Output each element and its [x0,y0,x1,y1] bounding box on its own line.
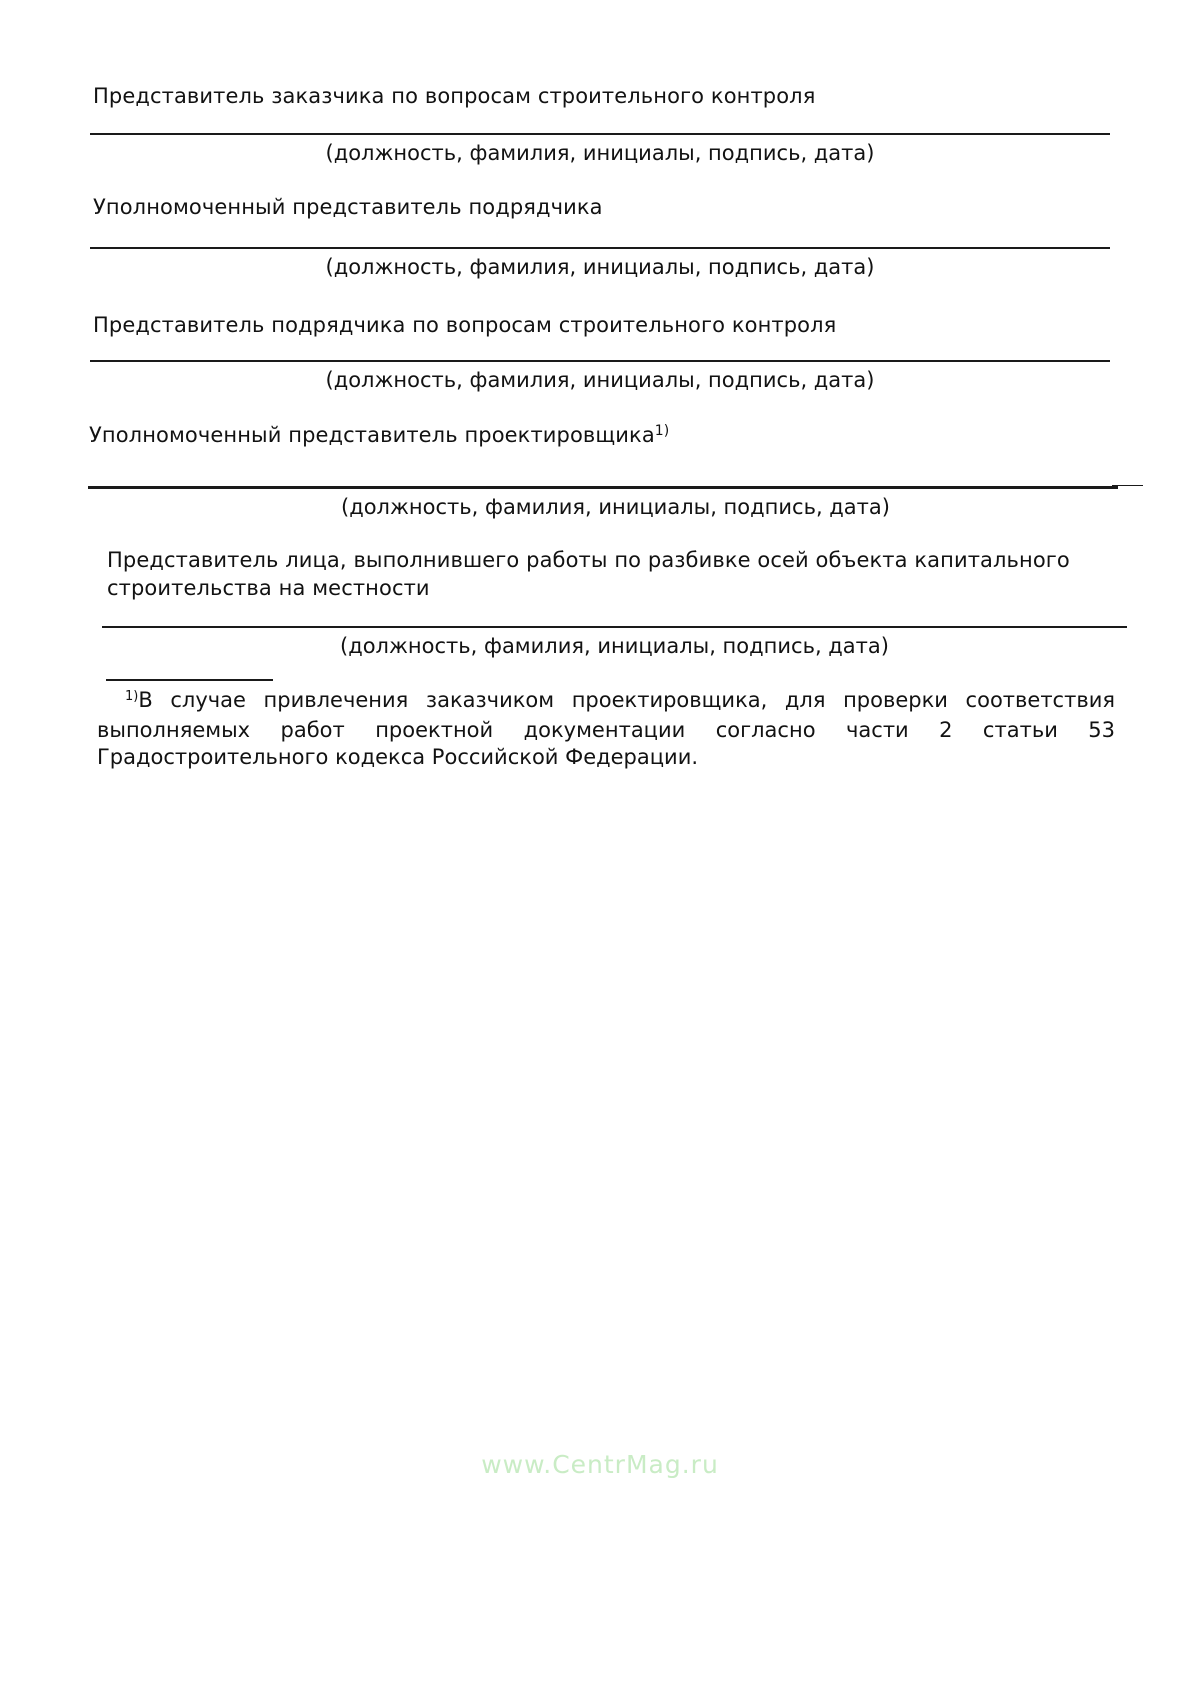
signature-line [90,247,1110,249]
signature-line [90,133,1110,135]
signature-caption: (должность, фамилия, инициалы, подпись, дата) [340,634,889,658]
title-contractor-control-rep: Представитель подрядчика по вопросам строительного контроля [93,313,837,337]
footnote-line1 [97,687,1115,717]
title-text-line2: строительства на местности [107,576,430,600]
footnote-line2: выполняемых работ проектной документации согласно части 2 статьи 53 [97,718,1115,742]
title-axis-layout-rep [107,546,1087,602]
footnote-reference-superscript: 1) [654,423,670,439]
signature-line [90,360,1110,362]
signature-line [102,626,1127,628]
footnote-marker-superscript: 1) [125,689,139,704]
signature-line [88,486,1118,489]
site-watermark: www.CentrMag.ru [481,1450,719,1479]
footnote-text-line1: В случае привлечения заказчиком проектировщика, для проверки соответствия [138,688,1115,712]
signature-line-extension [1112,485,1143,486]
title-designer-authorized-rep [89,421,669,452]
title-customer-control-rep: Представитель заказчика по вопросам строительного контроля [93,84,816,108]
signature-caption: (должность, фамилия, инициалы, подпись, дата) [325,141,875,165]
title-contractor-authorized-rep: Уполномоченный представитель подрядчика [93,195,603,219]
signature-caption: (должность, фамилия, инициалы, подпись, дата) [325,368,875,392]
signature-caption: (должность, фамилия, инициалы, подпись, дата) [325,255,875,279]
title-text-line1: Представитель лица, выполнившего работы по разбивке осей объекта капитального [107,548,1070,572]
signature-caption: (должность, фамилия, инициалы, подпись, дата) [341,495,890,519]
footnote-line3: Градостроительного кодекса Российской Федерации. [97,745,699,769]
title-text: Уполномоченный представитель проектировщика [89,423,655,447]
footnote [97,687,1115,771]
footnote-separator-line [106,679,273,681]
